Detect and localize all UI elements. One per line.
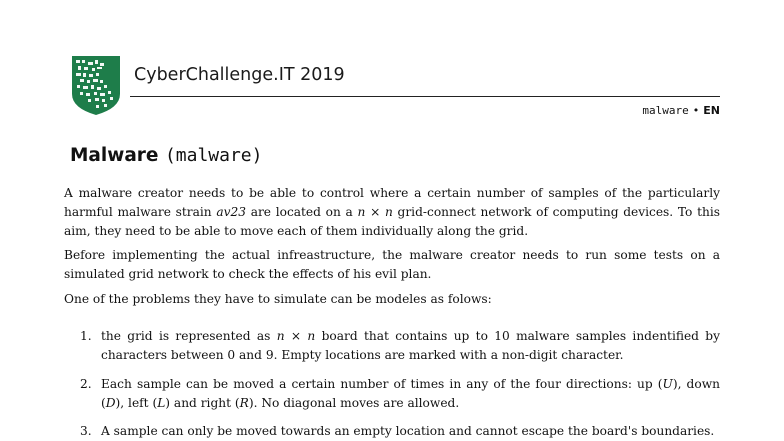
tag-separator: • [692,104,700,117]
rule2-text-1: Each sample can be moved a certain number of times in any of the four directions: up ( [101,377,663,391]
strain-name: av23 [216,205,246,219]
problem-title-text: Malware [70,145,159,166]
rule1-text-1: the grid is represented as [101,329,277,343]
list-item-number: 1. [80,329,92,343]
problem-title-code: (malware) [164,145,263,166]
rule1-text-2: board that contains up to 10 malware samples indentified by characters between 0 and 9. Empty locations are marked with a non-digit character. [101,329,720,362]
paragraph-problem: One of the problems they have to simulate can be modeles as folows: [64,292,492,306]
task-tag [642,104,720,117]
intro-text-2: are located on a [246,205,358,219]
direction-right: R [239,396,249,410]
problem-title [70,145,262,166]
direction-up: U [662,377,673,391]
list-item [80,375,720,413]
list-item [80,422,720,441]
contest-title: CyberChallenge.IT 2019 [134,65,345,85]
paragraph-simulation: Before implementing the actual infreastructure, the malware creator needs to run some tests on a simulated grid network to check the effects of his evil plan. [64,248,720,281]
task-id: malware [642,104,689,117]
intro-text-1: A malware creator needs to be able to control where a certain number of samples of the particularly harmful malware strain [64,186,720,219]
list-item-text [101,375,720,413]
list-item-text [101,327,720,365]
rule2-text-2: ), down ( [101,377,720,410]
rule2-text-5: ). No diagonal moves are allowed. [248,396,460,410]
intro-text-3: grid-connect network of computing devices. To this aim, they need to be able to move each of them individually along the grid. [64,205,720,238]
list-item [80,327,720,365]
paragraph-intro [64,184,720,241]
direction-down: D [105,396,116,410]
list-item-number: 2. [80,377,92,391]
grid-size-math: n × n [276,329,316,343]
language-code: EN [703,104,720,117]
rule2-text-4: ) and right ( [165,396,240,410]
rule2-text-3: ), left ( [115,396,158,410]
header-divider [130,96,720,97]
list-item-text: A sample can only be moved towards an empty location and cannot escape the board's boundaries. [101,424,715,438]
grid-size-math: n × n [357,205,393,219]
list-item-number: 3. [80,424,92,438]
cyberchallenge-shield-logo-icon [70,54,122,116]
direction-left: L [157,396,166,410]
